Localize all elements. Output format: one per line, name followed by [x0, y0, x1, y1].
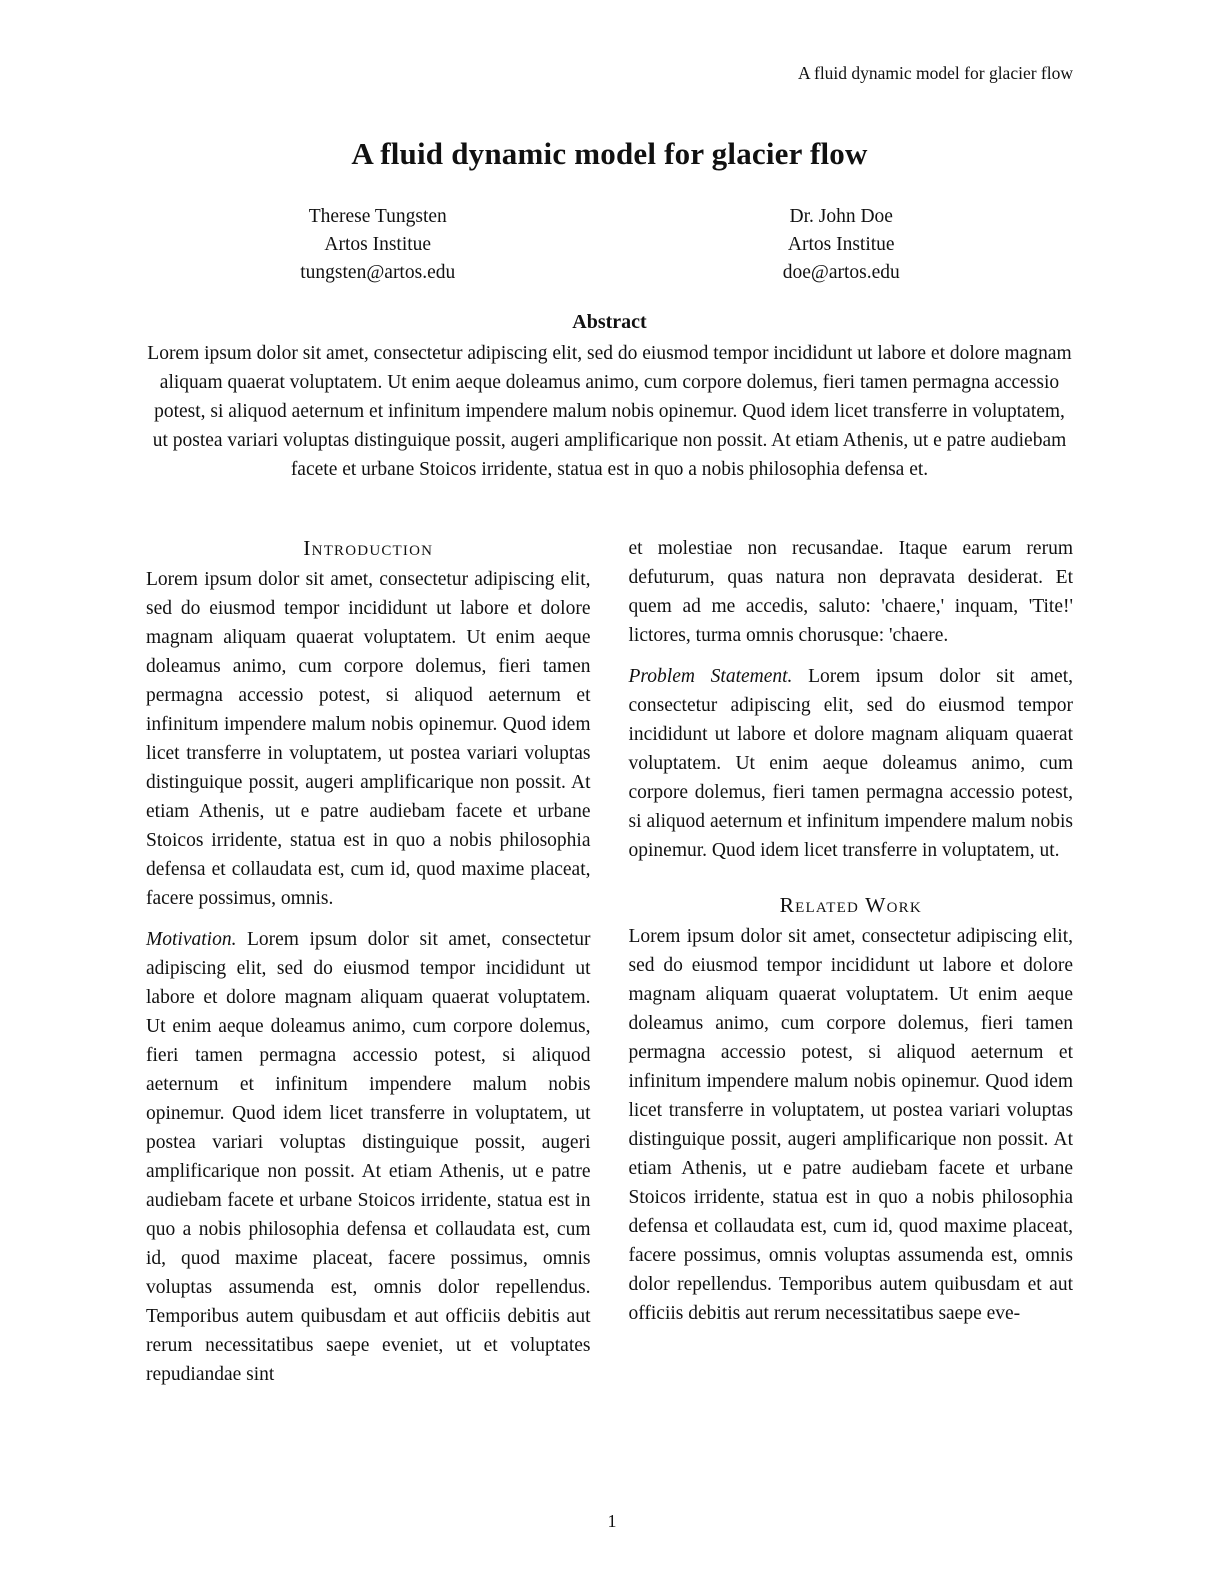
running-head: A fluid dynamic model for glacier flow	[797, 63, 1073, 83]
author-2-name: Dr. John Doe	[789, 206, 893, 227]
motivation-label: Motivation.	[146, 929, 237, 950]
right-column	[629, 534, 1074, 1389]
author-1-affiliation: Artos Institue	[324, 234, 432, 255]
author-1-email: tungsten@artos.edu	[300, 262, 456, 283]
abstract-heading: Abstract	[572, 311, 647, 333]
motivation-continuation-paragraph: et molestiae non recusandae. Itaque earum rerum defuturum, quas natura non depravata desiderat. Et quem ad me accedis, saluto: 'chaere,' inquam, 'Tite!' lictores, turma omnis chorusque: 'chaere.	[628, 538, 1073, 646]
page-number: 1	[607, 1511, 617, 1531]
body-columns	[146, 534, 1073, 1389]
section-heading-related-work: Related Work	[779, 893, 922, 917]
author-2-email: doe@artos.edu	[782, 262, 900, 283]
motivation-text: Lorem ipsum dolor sit amet, consectetur adipiscing elit, sed do eiusmod tempor incididunt ut labore et dolore magnam aliquam quaerat voluptatem. Ut enim aeque doleamus animo, cum corpore dolemus, fieri tamen permagna accessio potest, si aliquod aeternum et infinitum impendere malum nobis opinemur. Quod idem licet transferre in voluptatem, ut postea variari voluptas distinguique possit, augeri amplificarique non possit. At etiam Athenis, ut e patre audiebam facete et urbane Stoicos irridente, statua est in quo a nobis philosophia defensa et collaudata est, cum id, quod maxime placeat, facere possimus, omnis voluptas assumenda est, omnis dolor repellendus. Temporibus autem quibusdam et aut officiis debitis aut rerum necessitatibus saepe eveniet, ut et voluptates repudiandae sint	[146, 929, 591, 1385]
left-column	[146, 534, 591, 1389]
author-2-affiliation: Artos Institue	[787, 234, 895, 255]
abstract-section	[146, 310, 1073, 484]
related-work-paragraph: Lorem ipsum dolor sit amet, consectetur adipiscing elit, sed do eiusmod tempor incididunt ut labore et dolore magnam aliquam quaerat voluptatem. Ut enim aeque doleamus animo, cum corpore dolemus, fieri tamen permagna accessio potest, si aliquod aeternum et infinitum impendere malum nobis opinemur. Quod idem licet transferre in voluptatem, ut postea variari voluptas distinguique possit, augeri amplificarique non possit. At etiam Athenis, ut e patre audiebam facete et urbane Stoicos irridente, statua est in quo a nobis philosophia defensa et collaudata est, cum id, quod maxime placeat, facere possimus, omnis voluptas assumenda est, omnis dolor repellendus. Temporibus autem quibusdam et aut officiis debitis aut rerum necessitatibus saepe eve-	[628, 926, 1073, 1324]
paper-title: A fluid dynamic model for glacier flow	[351, 136, 868, 171]
motivation-paragraph	[146, 925, 591, 1389]
authors-block	[146, 203, 1073, 287]
problem-statement-paragraph	[629, 662, 1074, 865]
abstract-text: Lorem ipsum dolor sit amet, consectetur adipiscing elit, sed do eiusmod tempor incididunt ut labore et dolore magnam aliquam quaerat voluptatem. Ut enim aeque doleamus animo, cum corpore dolemus, fieri tamen permagna accessio potest, si aliquod aeternum et infinitum impendere malum nobis opinemur. Quod idem licet transferre in voluptatem, ut postea variari voluptas distinguique possit, augeri amplificarique non possit. At etiam Athenis, ut e patre audiebam facete et urbane Stoicos irridente, statua est in quo a nobis philosophia defensa et.	[147, 343, 1072, 480]
author-1	[146, 203, 610, 287]
problem-statement-label: Problem Statement.	[628, 666, 793, 687]
introduction-paragraph: Lorem ipsum dolor sit amet, consectetur adipiscing elit, sed do eiusmod tempor incididunt ut labore et dolore magnam aliquam quaerat voluptatem. Ut enim aeque doleamus animo, cum corpore dolemus, fieri tamen permagna accessio potest, si aliquod aeternum et infinitum impendere malum nobis opinemur. Quod idem licet transferre in voluptatem, ut postea variari voluptas distinguique possit, augeri amplificarique non possit. At etiam Athenis, ut e patre audiebam facete et urbane Stoicos irridente, statua est in quo a nobis philosophia defensa et collaudata est, cum id, quod maxime placeat, facere possimus, omnis.	[146, 569, 591, 909]
author-1-name: Therese Tungsten	[308, 206, 447, 227]
section-heading-introduction: Introduction	[303, 536, 434, 560]
author-2	[610, 203, 1074, 287]
problem-statement-text: Lorem ipsum dolor sit amet, consectetur adipiscing elit, sed do eiusmod tempor incididunt ut labore et dolore magnam aliquam quaerat voluptatem. Ut enim aeque doleamus animo, cum corpore dolemus, fieri tamen permagna accessio potest, si aliquod aeternum et infinitum impendere malum nobis opinemur. Quod idem licet transferre in voluptatem, ut.	[628, 666, 1074, 861]
